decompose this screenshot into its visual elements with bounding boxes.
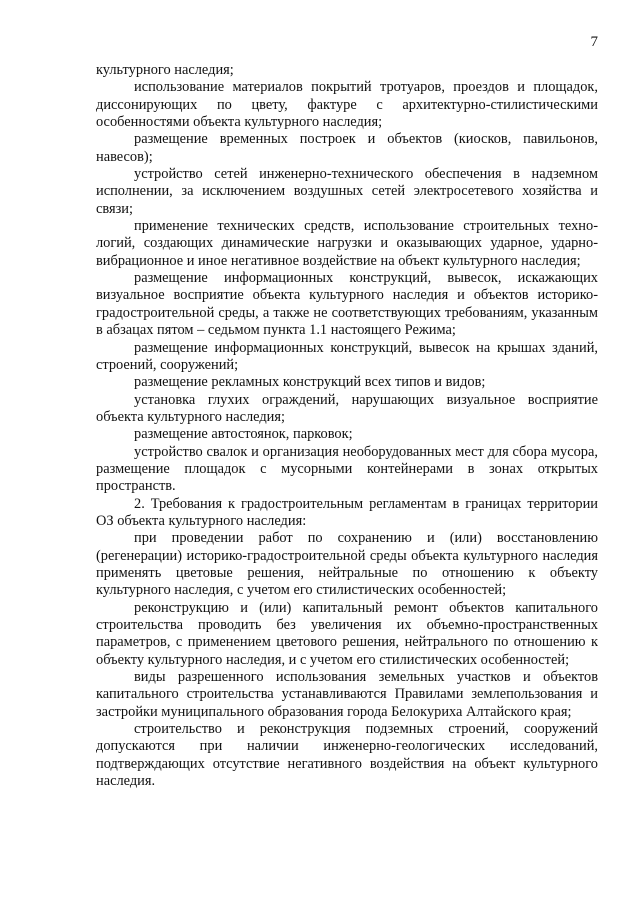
paragraph-4: устройство сетей инженерно-технического обеспечения в надземном исполнении, за исключением воздушных сетей электросетевого хозяйства и связи; bbox=[96, 166, 598, 217]
paragraph-2: использование материалов покрытий тротуаров, проездов и площадок, диссонирующих по цвету, фактуре с архитектурно-стилистическими особенностями объекта культурного наследия; bbox=[96, 79, 598, 131]
paragraph-8: размещение рекламных конструкций всех типов и видов; bbox=[134, 374, 486, 391]
paragraph-1: культурного наследия; bbox=[96, 62, 234, 78]
paragraph-11: устройство свалок и организация необорудованных мест для сбора мусора, размещение площадок с мусорными контейнерами в зонах открытых пространств. bbox=[96, 443, 598, 495]
paragraph-10: размещение автостоянок, парковок; bbox=[134, 426, 353, 443]
paragraph-3: размещение временных построек и объектов (киосков, павильонов, навесов); bbox=[96, 131, 598, 165]
page-number: 7 bbox=[590, 34, 598, 50]
paragraph-13: при проведении работ по сохранению и (или) восстановлению (регенерации) историко-градостроительной среды объекта культурного наследия применять цветовые решения, нейтральные по отношению к объекту культурного наследия, с учетом его стилистических особенностей; bbox=[96, 530, 598, 599]
paragraph-14: реконструкцию и (или) капитальный ремонт объектов капитального строительства проводить без увеличения их объемно-пространственных параметров, с применением цветового решения, нейтрального по отношению к объекту культурного наследия, и с учетом его стилистических особенностей; bbox=[96, 599, 598, 668]
paragraph-5: применение технических средств, использование строительных технологий, создающих динамические нагрузки и оказывающих ударное, ударно-вибрационное и иное негативное воздействие на объект культурного наследия; bbox=[96, 218, 598, 269]
paragraph-16: строительство и реконструкция подземных строений, сооружений допускаются при наличии инженерно-геологических исследований, подтверждающих отсутствие негативного воздействия на объект культурного наследия. bbox=[96, 721, 598, 790]
paragraph-15: виды разрешенного использования земельных участков и объектов капитального строительства устанавливаются Правилами землепользования и застройки муниципального образования города Белокуриха Алтайского края; bbox=[96, 669, 598, 720]
paragraph-6: размещение информационных конструкций, вывесок, искажающих визуальное восприятие объекта культурного наследия и объектов историко-градостроительной среды, а также не соответствующих требованиям, указанным в абзацах пятом – седьмом пункта 1.1 настоящего Режима; bbox=[96, 270, 598, 339]
paragraph-7: размещение информационных конструкций, вывесок на крышах зданий, строений, сооружений; bbox=[96, 339, 598, 373]
paragraph-9: установка глухих ограждений, нарушающих визуальное восприятие объекта культурного наследия; bbox=[96, 391, 598, 425]
document-body bbox=[96, 62, 598, 790]
paragraph-12: 2. Требования к градостроительным регламентам в границах территории ОЗ объекта культурного наследия: bbox=[96, 495, 598, 529]
